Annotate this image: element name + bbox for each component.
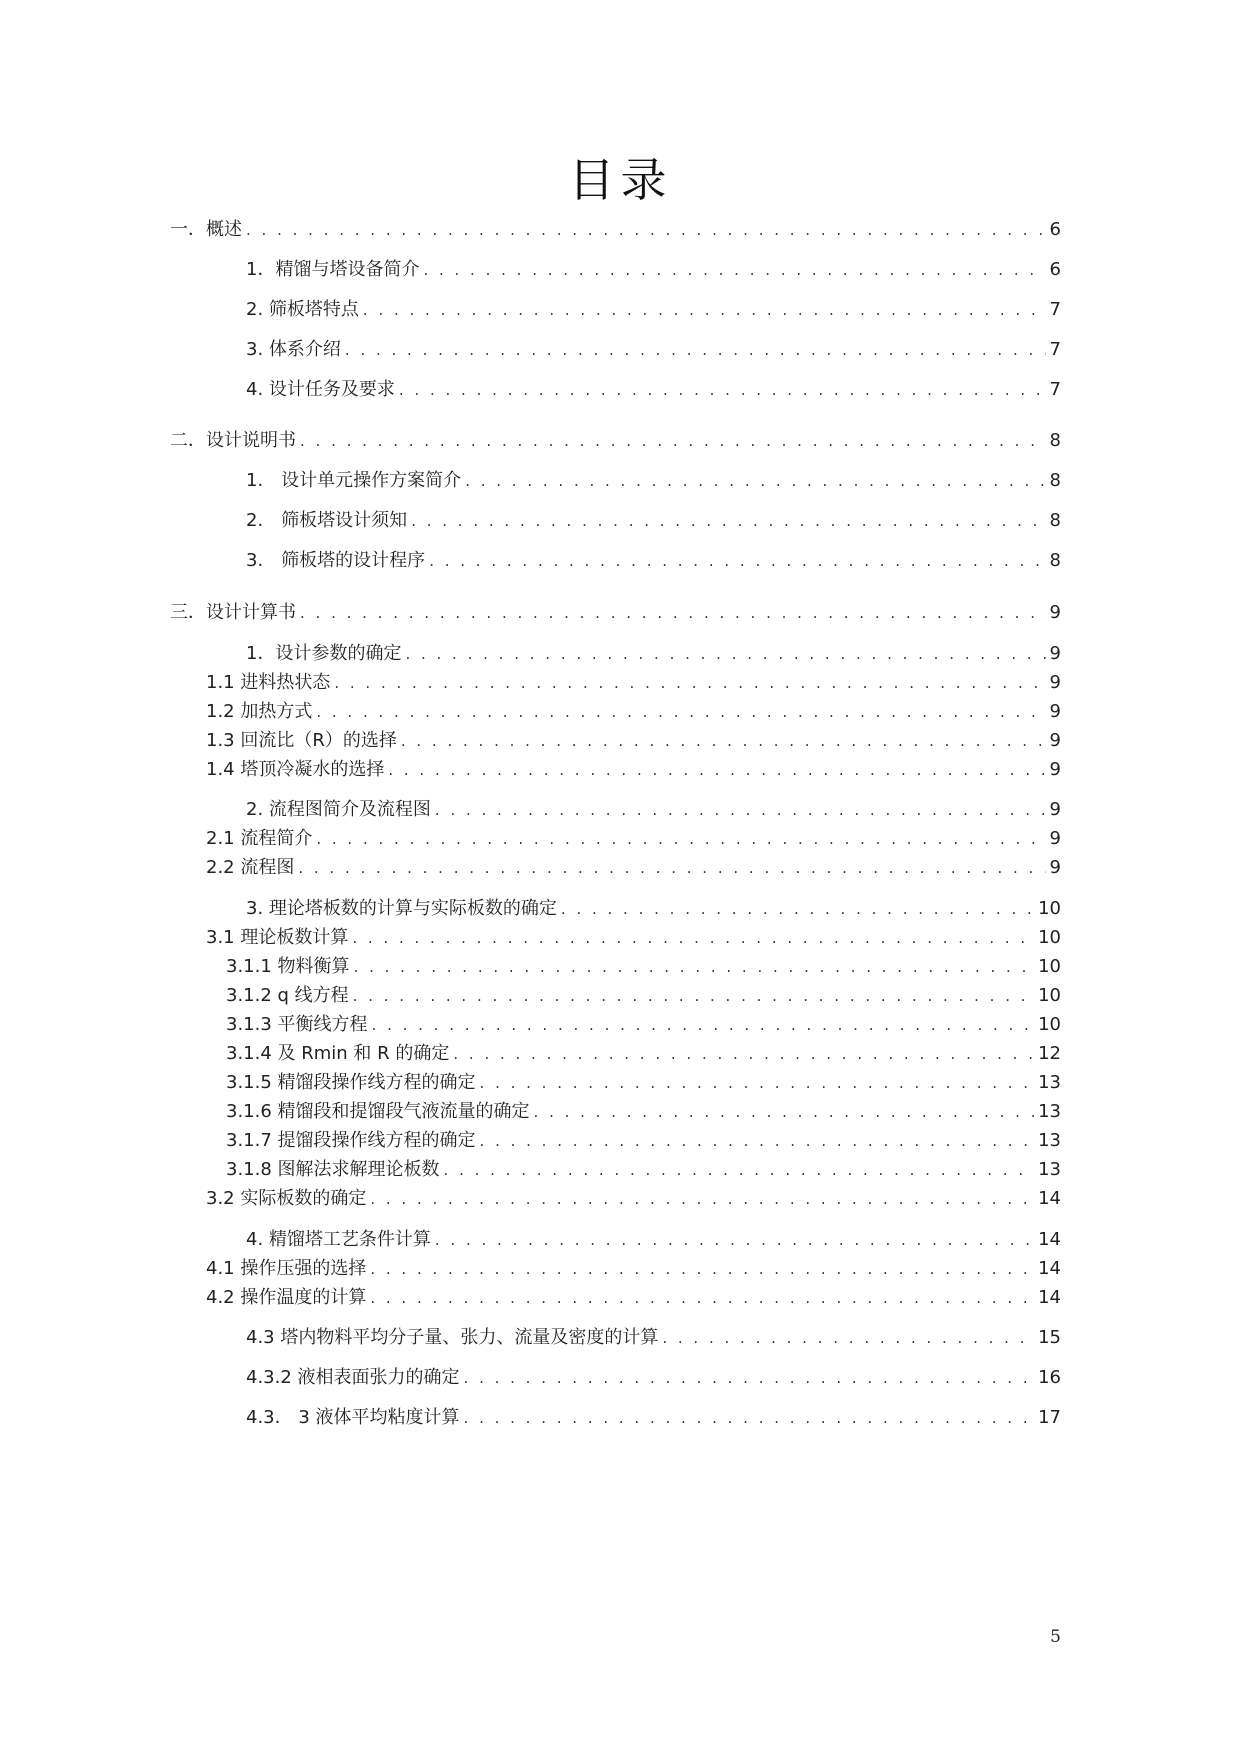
leader-dots [388,758,1045,782]
toc-entry-page: 10 [1038,927,1061,948]
toc-entry[interactable] [226,955,1061,979]
toc-entry[interactable] [246,642,1061,666]
leader-dots [246,218,1046,242]
toc-entry[interactable] [246,1228,1061,1252]
toc-entry-page: 8 [1049,550,1061,571]
leader-dots [372,1013,1035,1037]
leader-dots [662,1326,1034,1350]
toc-entry-page: 12 [1038,1043,1061,1064]
page-title: 目录 [568,153,673,207]
toc-entry[interactable] [246,1326,1061,1350]
leader-dots [423,258,1045,282]
toc-entry[interactable] [246,509,1061,533]
toc-entry-page: 9 [1049,643,1061,664]
toc-entry-page: 7 [1049,379,1061,400]
leader-dots [298,856,1045,880]
toc-entry[interactable] [246,1406,1061,1430]
toc-entry[interactable] [246,549,1061,573]
toc-entry[interactable] [206,827,1061,851]
toc-entry-label: 一．概述 [170,219,242,240]
toc-entry[interactable] [206,1257,1061,1281]
toc-entry-label: 3.1.2 q 线方程 [226,985,349,1006]
leader-dots [345,338,1046,362]
toc-entry-page: 14 [1038,1188,1061,1209]
toc-entry-page: 9 [1049,701,1061,722]
toc-entry-label: 4.3. 3 液体平均粘度计算 [246,1407,460,1428]
leader-dots [401,729,1046,753]
leader-dots [480,1071,1035,1095]
toc-entry-page: 7 [1049,339,1061,360]
toc-entry-label: 3.1.4 及 Rmin 和 R 的确定 [226,1043,450,1064]
toc-entry-page: 10 [1038,956,1061,977]
toc-entry[interactable] [206,671,1061,695]
toc-entry-page: 14 [1038,1229,1061,1250]
toc-entry[interactable] [226,984,1061,1008]
toc-entry-page: 6 [1049,219,1061,240]
toc-entry-label: 4. 精馏塔工艺条件计算 [246,1229,431,1250]
toc-entry-page: 13 [1038,1072,1061,1093]
toc-entry-label: 1.3 回流比（R）的选择 [206,730,397,751]
toc-entry[interactable] [226,1100,1061,1124]
toc-entry[interactable] [206,729,1061,753]
toc-entry[interactable] [226,1071,1061,1095]
toc-entry[interactable] [206,758,1061,782]
toc-entry-page: 13 [1038,1101,1061,1122]
toc-entry-page: 13 [1038,1159,1061,1180]
toc-entry-label: 3.1.3 平衡线方程 [226,1014,368,1035]
toc-entry[interactable] [246,1366,1061,1390]
toc-entry-page: 9 [1049,602,1061,623]
toc-entry[interactable] [246,338,1061,362]
toc-entry-page: 9 [1049,730,1061,751]
toc-entry-page: 9 [1049,828,1061,849]
toc-entry[interactable] [170,429,1061,453]
toc-entry-page: 9 [1049,857,1061,878]
leader-dots [405,642,1045,666]
toc-entry-label: 4.1 操作压强的选择 [206,1258,367,1279]
toc-entry-label: 4.3 塔内物料平均分子量、张力、流量及密度的计算 [246,1327,659,1348]
toc-entry[interactable] [246,298,1061,322]
toc-entry-label: 3.1 理论板数计算 [206,927,349,948]
toc-entry-page: 10 [1038,898,1061,919]
toc-entry-page: 9 [1049,759,1061,780]
toc-entry-label: 3. 体系介绍 [246,339,341,360]
leader-dots [480,1129,1035,1153]
toc-entry-page: 15 [1038,1327,1061,1348]
toc-entry[interactable] [246,378,1061,402]
toc-entry-label: 3. 理论塔板数的计算与实际板数的确定 [246,898,557,919]
toc-entry-label: 1.4 塔顶冷凝水的选择 [206,759,385,780]
toc-entry-page: 16 [1038,1367,1061,1388]
toc-entry-label: 3.1.1 物料衡算 [226,956,350,977]
toc-entry-label: 2. 流程图简介及流程图 [246,799,431,820]
toc-entry[interactable] [246,798,1061,822]
leader-dots [444,1158,1035,1182]
leader-dots [411,509,1045,533]
leader-dots [316,827,1045,851]
leader-dots [561,897,1034,921]
toc-entry-label: 1.1 进料热状态 [206,672,331,693]
toc-entry-label: 4. 设计任务及要求 [246,379,395,400]
leader-dots [353,984,1034,1008]
toc-entry-label: 3.1.5 精馏段操作线方程的确定 [226,1072,476,1093]
leader-dots [399,378,1046,402]
toc-entry[interactable] [206,700,1061,724]
toc-entry-label: 4.3.2 液相表面张力的确定 [246,1367,460,1388]
toc-entry-page: 6 [1049,259,1061,280]
toc-entry[interactable] [206,856,1061,880]
toc-entry-label: 3.1.8 图解法求解理论板数 [226,1159,440,1180]
toc-entry-label: 2.1 流程简介 [206,828,313,849]
leader-dots [435,1228,1034,1252]
toc-entry-label: 1．精馏与塔设备简介 [246,259,420,280]
leader-dots [370,1187,1034,1211]
toc-entry-label: 1.2 加热方式 [206,701,313,722]
toc-entry[interactable] [226,1158,1061,1182]
toc-entry[interactable] [170,601,1061,625]
leader-dots [363,298,1046,322]
toc-entry-label: 三．设计计算书 [170,602,296,623]
toc-entry-label: 2. 筛板塔特点 [246,299,359,320]
toc-entry[interactable] [206,1187,1061,1211]
toc-entry-page: 10 [1038,1014,1061,1035]
toc-entry-page: 14 [1038,1287,1061,1308]
toc-entry-label: 1．设计参数的确定 [246,643,402,664]
toc-entry-page: 8 [1049,510,1061,531]
toc-entry-label: 2.2 流程图 [206,857,295,878]
toc-entry-page: 17 [1038,1407,1061,1428]
leader-dots [465,469,1045,493]
toc-entry[interactable] [206,926,1061,950]
leader-dots [453,1042,1034,1066]
page-number: 5 [1050,1627,1061,1647]
toc-entry-label: 3. 筛板塔的设计程序 [246,550,426,571]
toc-entry-label: 2. 筛板塔设计须知 [246,510,408,531]
toc-entry-page: 10 [1038,985,1061,1006]
toc-entry[interactable] [246,258,1061,282]
leader-dots [534,1100,1035,1124]
toc-entry-label: 1. 设计单元操作方案简介 [246,470,462,491]
toc-entry-label: 3.2 实际板数的确定 [206,1188,367,1209]
toc-entry-page: 8 [1049,430,1061,451]
leader-dots [316,700,1045,724]
leader-dots [464,1406,1035,1430]
toc-entry[interactable] [170,218,1061,242]
toc-entry-label: 3.1.6 精馏段和提馏段气液流量的确定 [226,1101,530,1122]
toc-entry-page: 13 [1038,1130,1061,1151]
leader-dots [429,549,1045,573]
leader-dots [354,955,1035,979]
toc-entry-page: 7 [1049,299,1061,320]
toc-entry[interactable] [246,469,1061,493]
leader-dots [352,926,1034,950]
toc-entry-page: 8 [1049,470,1061,491]
leader-dots [464,1366,1035,1390]
toc-entry-label: 3.1.7 提馏段操作线方程的确定 [226,1130,476,1151]
toc-entry-page: 14 [1038,1258,1061,1279]
leader-dots [334,671,1045,695]
toc-entry[interactable] [226,1129,1061,1153]
toc-entry-page: 9 [1049,799,1061,820]
toc-entry-page: 9 [1049,672,1061,693]
toc-entry[interactable] [226,1013,1061,1037]
leader-dots [300,601,1046,625]
leader-dots [300,429,1046,453]
leader-dots [435,798,1046,822]
toc-entry-label: 二．设计说明书 [170,430,296,451]
toc-entry[interactable] [226,1042,1061,1066]
toc-entry-label: 4.2 操作温度的计算 [206,1287,367,1308]
leader-dots [370,1286,1034,1310]
leader-dots [370,1257,1034,1281]
toc-entry[interactable] [246,897,1061,921]
toc-entry[interactable] [206,1286,1061,1310]
